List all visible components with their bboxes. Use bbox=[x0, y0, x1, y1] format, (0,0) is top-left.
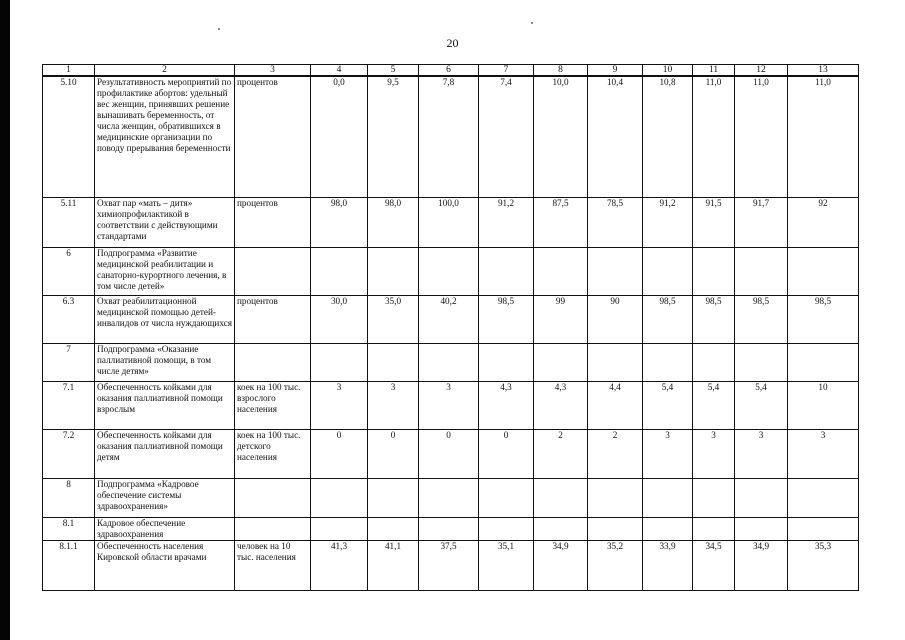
indicator-name-cell: Обеспеченность населения Кировской области врачами bbox=[95, 540, 235, 590]
unit-cell bbox=[235, 247, 311, 295]
table-row bbox=[43, 247, 859, 295]
value-cell: 4,3 bbox=[479, 381, 534, 429]
value-cell: 90 bbox=[588, 295, 643, 343]
value-cell: 87,5 bbox=[534, 197, 588, 247]
value-cell bbox=[311, 247, 368, 295]
value-cell: 98,5 bbox=[735, 295, 788, 343]
value-cell: 3 bbox=[419, 381, 479, 429]
value-cell: 0 bbox=[419, 429, 479, 478]
header-cell: 10 bbox=[643, 65, 693, 77]
value-cell: 37,5 bbox=[419, 540, 479, 590]
value-cell: 98,5 bbox=[643, 295, 693, 343]
value-cell bbox=[643, 247, 693, 295]
indicator-name-cell: Подпрограмма «Кадровое обеспечение системы здравоохранения» bbox=[95, 478, 235, 517]
value-cell: 35,1 bbox=[479, 540, 534, 590]
value-cell bbox=[693, 478, 735, 517]
value-cell bbox=[311, 343, 368, 381]
unit-cell: процентов bbox=[235, 197, 311, 247]
value-cell bbox=[788, 343, 859, 381]
value-cell: 98,0 bbox=[368, 197, 419, 247]
value-cell: 5,4 bbox=[735, 381, 788, 429]
value-cell: 3 bbox=[311, 381, 368, 429]
value-cell: 2 bbox=[588, 429, 643, 478]
value-cell bbox=[588, 478, 643, 517]
indicator-name-cell: Кадровое обеспечение здравоохранения bbox=[95, 517, 235, 540]
value-cell bbox=[368, 247, 419, 295]
value-cell: 9,5 bbox=[368, 76, 419, 197]
value-cell bbox=[693, 343, 735, 381]
row-number-cell: 5.11 bbox=[43, 197, 95, 247]
indicators-table bbox=[42, 64, 859, 591]
header-cell: 5 bbox=[368, 65, 419, 77]
value-cell: 98,5 bbox=[693, 295, 735, 343]
indicator-name-cell: Результативность мероприятий по профилактике абортов: удельный вес женщин, принявших решение вынашивать беременность, от числа женщин, обратившихся в медицинские организации по поводу прерывания беременности bbox=[95, 76, 235, 197]
unit-cell: процентов bbox=[235, 295, 311, 343]
value-cell: 0 bbox=[311, 429, 368, 478]
value-cell bbox=[311, 478, 368, 517]
value-cell: 33,9 bbox=[643, 540, 693, 590]
value-cell: 40,2 bbox=[419, 295, 479, 343]
value-cell bbox=[588, 517, 643, 540]
scan-left-edge bbox=[0, 0, 10, 640]
value-cell: 0 bbox=[479, 429, 534, 478]
value-cell bbox=[479, 517, 534, 540]
value-cell: 5,4 bbox=[693, 381, 735, 429]
value-cell: 91,7 bbox=[735, 197, 788, 247]
scan-speck bbox=[531, 22, 533, 24]
indicator-name-cell: Обеспеченность койками для оказания паллиативной помощи взрослым bbox=[95, 381, 235, 429]
header-cell: 12 bbox=[735, 65, 788, 77]
value-cell bbox=[534, 517, 588, 540]
value-cell: 11,0 bbox=[693, 76, 735, 197]
value-cell: 99 bbox=[534, 295, 588, 343]
header-cell: 3 bbox=[235, 65, 311, 77]
indicator-name-cell: Обеспеченность койками для оказания паллиативной помощи детям bbox=[95, 429, 235, 478]
value-cell: 78,5 bbox=[588, 197, 643, 247]
table-row bbox=[43, 540, 859, 590]
value-cell bbox=[735, 478, 788, 517]
header-cell: 13 bbox=[788, 65, 859, 77]
row-number-cell: 8 bbox=[43, 478, 95, 517]
value-cell: 4,4 bbox=[588, 381, 643, 429]
value-cell: 98,5 bbox=[479, 295, 534, 343]
header-cell: 11 bbox=[693, 65, 735, 77]
table-row bbox=[43, 76, 859, 197]
value-cell: 2 bbox=[534, 429, 588, 478]
value-cell: 41,3 bbox=[311, 540, 368, 590]
value-cell bbox=[588, 247, 643, 295]
unit-cell: процентов bbox=[235, 76, 311, 197]
value-cell: 34,9 bbox=[735, 540, 788, 590]
value-cell: 91,2 bbox=[479, 197, 534, 247]
table-row bbox=[43, 517, 859, 540]
header-cell: 8 bbox=[534, 65, 588, 77]
header-cell: 1 bbox=[43, 65, 95, 77]
value-cell: 3 bbox=[368, 381, 419, 429]
unit-cell: коек на 100 тыс. детского населения bbox=[235, 429, 311, 478]
row-number-cell: 7.1 bbox=[43, 381, 95, 429]
value-cell: 4,3 bbox=[534, 381, 588, 429]
value-cell: 41,1 bbox=[368, 540, 419, 590]
value-cell: 10,8 bbox=[643, 76, 693, 197]
row-number-cell: 6.3 bbox=[43, 295, 95, 343]
value-cell bbox=[368, 478, 419, 517]
table-row bbox=[43, 381, 859, 429]
value-cell: 5,4 bbox=[643, 381, 693, 429]
header-cell: 2 bbox=[95, 65, 235, 77]
page-number: 20 bbox=[446, 36, 459, 50]
value-cell bbox=[788, 247, 859, 295]
row-number-cell: 5.10 bbox=[43, 76, 95, 197]
indicator-name-cell: Подпрограмма «Оказание паллиативной помощи, в том числе детям» bbox=[95, 343, 235, 381]
indicator-name-cell: Охват пар «мать – дитя» химиопрофилактикой в соответствии с действующими стандартами bbox=[95, 197, 235, 247]
value-cell: 98,5 bbox=[788, 295, 859, 343]
value-cell: 11,0 bbox=[735, 76, 788, 197]
table-row bbox=[43, 197, 859, 247]
value-cell: 35,0 bbox=[368, 295, 419, 343]
value-cell bbox=[735, 247, 788, 295]
header-cell: 4 bbox=[311, 65, 368, 77]
header-row bbox=[43, 65, 859, 77]
row-number-cell: 8.1.1 bbox=[43, 540, 95, 590]
value-cell: 3 bbox=[643, 429, 693, 478]
value-cell bbox=[735, 517, 788, 540]
value-cell: 35,3 bbox=[788, 540, 859, 590]
value-cell bbox=[643, 343, 693, 381]
value-cell: 34,5 bbox=[693, 540, 735, 590]
table-row bbox=[43, 343, 859, 381]
value-cell bbox=[419, 247, 479, 295]
row-number-cell: 8.1 bbox=[43, 517, 95, 540]
table-row bbox=[43, 478, 859, 517]
value-cell: 10,0 bbox=[534, 76, 588, 197]
value-cell bbox=[534, 247, 588, 295]
value-cell: 100,0 bbox=[419, 197, 479, 247]
value-cell: 3 bbox=[693, 429, 735, 478]
unit-cell: человек на 10 тыс. населения bbox=[235, 540, 311, 590]
value-cell bbox=[419, 343, 479, 381]
value-cell: 10 bbox=[788, 381, 859, 429]
value-cell bbox=[735, 343, 788, 381]
table-row bbox=[43, 429, 859, 478]
value-cell: 0,0 bbox=[311, 76, 368, 197]
value-cell: 0 bbox=[368, 429, 419, 478]
value-cell: 34,9 bbox=[534, 540, 588, 590]
value-cell: 91,2 bbox=[643, 197, 693, 247]
scan-speck bbox=[218, 28, 220, 30]
value-cell: 92 bbox=[788, 197, 859, 247]
value-cell bbox=[693, 247, 735, 295]
indicator-name-cell: Подпрограмма «Развитие медицинской реабилитации и санаторно-курортного лечения, в том числе детей» bbox=[95, 247, 235, 295]
value-cell: 11,0 bbox=[788, 76, 859, 197]
value-cell bbox=[368, 517, 419, 540]
unit-cell: коек на 100 тыс. взрослого населения bbox=[235, 381, 311, 429]
value-cell bbox=[479, 478, 534, 517]
row-number-cell: 7 bbox=[43, 343, 95, 381]
value-cell: 3 bbox=[788, 429, 859, 478]
value-cell bbox=[534, 478, 588, 517]
value-cell bbox=[788, 478, 859, 517]
value-cell bbox=[788, 517, 859, 540]
table-row bbox=[43, 295, 859, 343]
value-cell: 10,4 bbox=[588, 76, 643, 197]
value-cell bbox=[479, 247, 534, 295]
value-cell bbox=[311, 517, 368, 540]
table-body bbox=[43, 76, 859, 590]
value-cell bbox=[643, 478, 693, 517]
value-cell bbox=[588, 343, 643, 381]
value-cell: 91,5 bbox=[693, 197, 735, 247]
unit-cell bbox=[235, 343, 311, 381]
value-cell: 30,0 bbox=[311, 295, 368, 343]
row-number-cell: 7.2 bbox=[43, 429, 95, 478]
indicator-name-cell: Охват реабилитационной медицинской помощью детей-инвалидов от числа нуждающихся bbox=[95, 295, 235, 343]
unit-cell bbox=[235, 517, 311, 540]
value-cell bbox=[693, 517, 735, 540]
value-cell bbox=[643, 517, 693, 540]
value-cell: 35,2 bbox=[588, 540, 643, 590]
header-cell: 6 bbox=[419, 65, 479, 77]
value-cell: 98,0 bbox=[311, 197, 368, 247]
unit-cell bbox=[235, 478, 311, 517]
header-cell: 7 bbox=[479, 65, 534, 77]
value-cell: 7,4 bbox=[479, 76, 534, 197]
value-cell: 7,8 bbox=[419, 76, 479, 197]
value-cell: 3 bbox=[735, 429, 788, 478]
value-cell bbox=[419, 517, 479, 540]
value-cell bbox=[534, 343, 588, 381]
value-cell bbox=[479, 343, 534, 381]
value-cell bbox=[419, 478, 479, 517]
value-cell bbox=[368, 343, 419, 381]
row-number-cell: 6 bbox=[43, 247, 95, 295]
header-cell: 9 bbox=[588, 65, 643, 77]
